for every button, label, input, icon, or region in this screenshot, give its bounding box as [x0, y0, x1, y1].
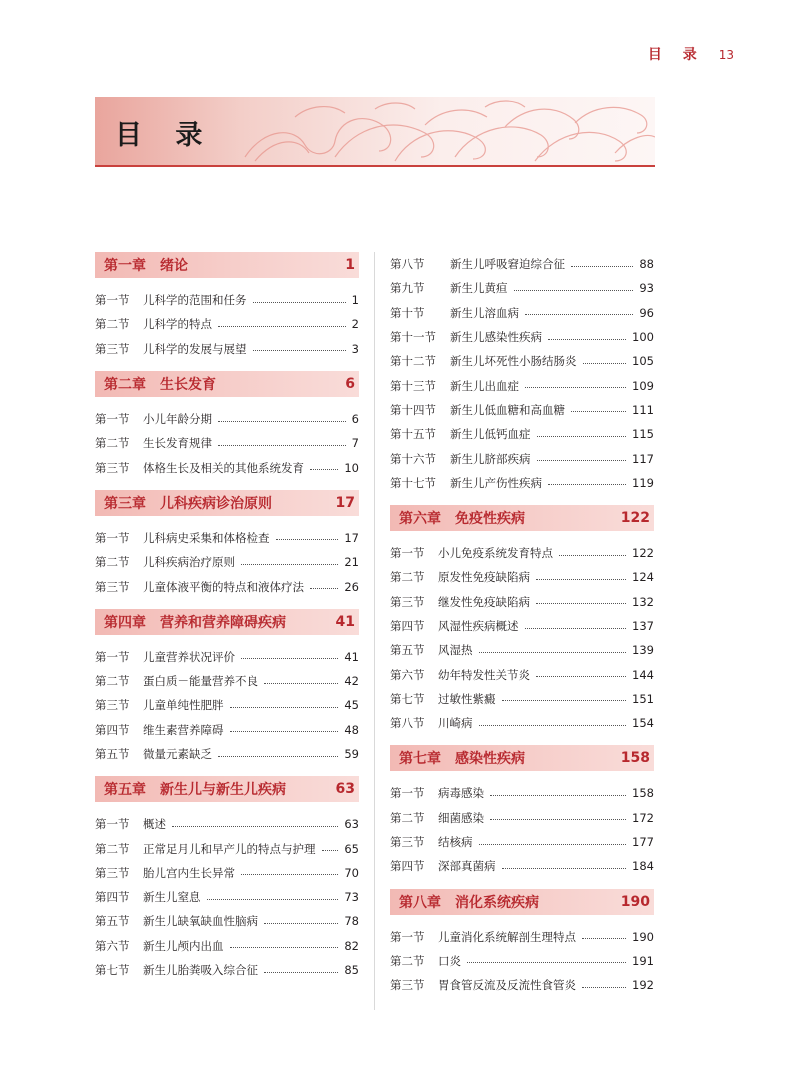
- dot-leader: [536, 603, 626, 604]
- chapter-number: 第三章: [104, 495, 146, 512]
- toc-entry[interactable]: [390, 276, 654, 300]
- section-title: 小儿免疫系统发育特点: [438, 546, 553, 561]
- section-title: 继发性免疫缺陷病: [438, 594, 530, 609]
- section-title: 原发性免疫缺陷病: [438, 570, 530, 585]
- dot-leader: [582, 987, 626, 988]
- toc-entry[interactable]: [390, 398, 654, 422]
- toc-entry[interactable]: [390, 614, 654, 638]
- toc-entry[interactable]: [390, 349, 654, 373]
- section-number: 第八节: [390, 716, 425, 731]
- toc-entry[interactable]: [390, 565, 654, 589]
- section-number: 第二节: [95, 555, 130, 570]
- section-number: 第二节: [390, 810, 425, 825]
- chapter-page: 122: [620, 509, 650, 526]
- dot-leader: [264, 683, 338, 684]
- dot-leader: [525, 387, 626, 388]
- dot-leader: [537, 460, 627, 461]
- dot-leader: [230, 707, 339, 708]
- section-number: 第四节: [95, 722, 130, 737]
- section-page: 42: [344, 674, 359, 689]
- toc-entry[interactable]: [95, 645, 359, 669]
- toc-entry[interactable]: [95, 885, 359, 909]
- dot-leader: [276, 539, 339, 540]
- toc-entry[interactable]: [390, 422, 654, 446]
- section-page: 119: [632, 475, 654, 490]
- section-title: 新生儿黄疸: [450, 281, 508, 296]
- chapter-page: 17: [335, 494, 355, 511]
- dot-leader: [479, 844, 627, 845]
- dot-leader: [241, 564, 338, 565]
- section-page: 137: [632, 619, 654, 633]
- section-page: 41: [344, 649, 359, 664]
- chapter-title: 感染性疾病: [455, 751, 525, 768]
- toc-entry[interactable]: [95, 455, 359, 479]
- section-page: 48: [344, 722, 359, 737]
- section-page: 78: [344, 914, 359, 929]
- toc-entry[interactable]: [390, 687, 654, 711]
- section-number: 第三节: [390, 835, 425, 850]
- section-page: 151: [632, 691, 654, 706]
- section-title: 细菌感染: [438, 810, 484, 825]
- section-page: 1: [351, 293, 359, 308]
- banner-rule: [95, 165, 655, 167]
- section-title: 新生儿胎粪吸入综合征: [143, 963, 258, 978]
- section-number: 第四节: [390, 859, 425, 874]
- toc-entry[interactable]: [390, 973, 654, 997]
- toc-entry[interactable]: [95, 431, 359, 455]
- dot-leader: [253, 350, 346, 351]
- toc-entry[interactable]: [95, 812, 359, 836]
- chapter-title: 免疫性疾病: [455, 510, 525, 527]
- section-page: 124: [632, 570, 654, 585]
- section-number: 第七节: [390, 691, 425, 706]
- dot-leader: [218, 756, 338, 757]
- section-number: 第三节: [390, 594, 425, 609]
- section-number: 第二节: [95, 674, 130, 689]
- section-number: 第二节: [95, 317, 130, 332]
- chapter-heading[interactable]: [95, 609, 359, 635]
- toc-entry[interactable]: [95, 693, 359, 717]
- section-title: 胃食管反流及反流性食管炎: [438, 978, 576, 993]
- section-number: 第二节: [95, 436, 130, 451]
- toc-entry[interactable]: [95, 742, 359, 766]
- dot-leader: [536, 676, 626, 677]
- section-page: 172: [632, 810, 654, 825]
- dot-leader: [571, 411, 626, 412]
- page-number: 13: [718, 48, 734, 62]
- section-page: 10: [344, 460, 359, 475]
- toc-entry[interactable]: [95, 836, 359, 860]
- dot-leader: [502, 868, 627, 869]
- dot-leader: [264, 972, 338, 973]
- section-title: 新生儿产伤性疾病: [450, 475, 542, 490]
- dot-leader: [548, 484, 626, 485]
- section-page: 17: [344, 530, 359, 545]
- section-page: 177: [632, 835, 654, 850]
- section-title: 微量元素缺乏: [143, 747, 212, 761]
- section-number: 第十四节: [390, 402, 436, 417]
- section-page: 105: [632, 354, 654, 369]
- section-number: 第十节: [390, 305, 425, 320]
- section-number: 第一节: [95, 649, 130, 664]
- section-number: 第二节: [95, 841, 130, 856]
- dot-leader: [571, 266, 633, 267]
- section-page: 190: [632, 929, 654, 944]
- section-number: 第十三节: [390, 378, 436, 393]
- toc-entry[interactable]: [390, 925, 654, 949]
- section-page: 192: [632, 978, 654, 993]
- section-number: 第五节: [95, 914, 130, 929]
- section-number: 第六节: [390, 667, 425, 682]
- toc-entry[interactable]: [390, 301, 654, 325]
- toc-entry[interactable]: [390, 830, 654, 854]
- dot-leader: [537, 436, 627, 437]
- section-page: 85: [344, 963, 359, 978]
- section-page: 100: [632, 330, 654, 345]
- section-number: 第九节: [390, 281, 425, 296]
- chapter-heading[interactable]: [95, 776, 359, 802]
- toc-entry[interactable]: [390, 541, 654, 565]
- section-number: 第三节: [95, 579, 130, 594]
- section-page: 63: [344, 817, 359, 832]
- dot-leader: [310, 469, 338, 470]
- dot-leader: [502, 700, 627, 701]
- section-page: 88: [639, 257, 654, 272]
- toc-entry[interactable]: [95, 718, 359, 742]
- dot-leader: [479, 652, 627, 653]
- section-title: 风湿性疾病概述: [438, 619, 519, 633]
- section-title: 新生儿感染性疾病: [450, 330, 542, 345]
- section-page: 184: [632, 859, 654, 874]
- running-header: [648, 44, 734, 64]
- section-title: 儿童营养状况评价: [143, 649, 235, 664]
- toc-entry[interactable]: [390, 252, 654, 276]
- section-page: 59: [344, 747, 359, 761]
- chapter-title: 新生儿与新生儿疾病: [160, 782, 286, 799]
- running-header-title: 目 录: [647, 47, 705, 63]
- section-page: 7: [351, 436, 359, 451]
- dot-leader: [230, 731, 339, 732]
- dot-leader: [536, 579, 626, 580]
- section-page: 65: [344, 841, 359, 856]
- section-title: 风湿热: [438, 643, 473, 658]
- section-page: 109: [632, 378, 654, 393]
- section-number: 第十五节: [390, 427, 436, 442]
- section-page: 132: [632, 594, 654, 609]
- section-title: 病毒感染: [438, 786, 484, 801]
- section-number: 第一节: [95, 293, 130, 308]
- section-title: 儿童消化系统解剖生理特点: [438, 929, 576, 944]
- section-title: 蛋白质－能量营养不良: [143, 674, 258, 689]
- dot-leader: [467, 962, 626, 963]
- chapter-number: 第四章: [104, 614, 146, 631]
- section-number: 第五节: [95, 747, 130, 761]
- section-title: 儿童单纯性肥胖: [143, 698, 224, 713]
- dot-leader: [218, 326, 346, 327]
- section-number: 第一节: [95, 817, 130, 832]
- toc-entry[interactable]: [95, 574, 359, 598]
- chapter-page: 158: [620, 750, 650, 767]
- chapter-heading[interactable]: [390, 745, 654, 771]
- dot-leader: [230, 947, 339, 948]
- dot-leader: [582, 938, 626, 939]
- dot-leader: [490, 819, 626, 820]
- chapter-number: 第五章: [104, 782, 146, 799]
- column-divider: [374, 252, 375, 1010]
- chapter-page: 63: [335, 781, 355, 798]
- chapter-heading[interactable]: [95, 490, 359, 516]
- section-title: 新生儿缺氧缺血性脑病: [143, 914, 258, 929]
- toc-entry[interactable]: [390, 638, 654, 662]
- section-page: 73: [344, 890, 359, 905]
- dot-leader: [253, 302, 346, 303]
- section-number: 第二节: [390, 570, 425, 585]
- section-page: 144: [632, 667, 654, 682]
- toc-entry[interactable]: [95, 288, 359, 312]
- chapter-heading[interactable]: [95, 371, 359, 397]
- chapter-page: 6: [345, 375, 355, 392]
- chapter-title: 生长发育: [160, 376, 216, 393]
- section-number: 第三节: [390, 978, 425, 993]
- section-title: 新生儿呼吸窘迫综合征: [450, 257, 565, 272]
- toc-entry[interactable]: [95, 909, 359, 933]
- section-page: 139: [632, 643, 654, 658]
- section-title: 儿科学的发展与展望: [143, 341, 247, 356]
- dot-leader: [525, 314, 633, 315]
- dot-leader: [479, 725, 627, 726]
- dot-leader: [548, 339, 626, 340]
- chapter-page: 41: [335, 613, 355, 630]
- chapter-page: 1: [345, 257, 355, 273]
- section-page: 115: [632, 427, 654, 442]
- section-page: 3: [351, 341, 359, 356]
- chapter-title: 营养和营养障碍疾病: [160, 614, 286, 631]
- dot-leader: [559, 555, 626, 556]
- section-page: 96: [639, 305, 654, 320]
- chapter-number: 第八章: [399, 894, 441, 911]
- section-number: 第一节: [95, 530, 130, 545]
- section-title: 新生儿低钙血症: [450, 427, 531, 442]
- toc-entry[interactable]: [95, 934, 359, 958]
- section-number: 第四节: [95, 890, 130, 905]
- chapter-title: 消化系统疾病: [455, 894, 539, 911]
- section-title: 新生儿出血症: [450, 378, 519, 393]
- dot-leader: [514, 290, 634, 291]
- toc-entry[interactable]: [390, 662, 654, 686]
- section-number: 第五节: [390, 643, 425, 658]
- toc-entry[interactable]: [390, 325, 654, 349]
- dot-leader: [264, 923, 338, 924]
- section-number: 第三节: [95, 698, 130, 713]
- section-number: 第七节: [95, 963, 130, 978]
- toc-title: 目 录: [115, 120, 215, 151]
- section-title: 儿科疾病治疗原则: [143, 555, 235, 570]
- toc-entry[interactable]: [95, 337, 359, 361]
- toc-entry[interactable]: [390, 781, 654, 805]
- toc-column-right: [390, 252, 654, 997]
- section-page: 117: [632, 451, 654, 466]
- dot-leader: [172, 826, 338, 827]
- section-number: 第三节: [95, 460, 130, 475]
- section-title: 川崎病: [438, 716, 473, 731]
- section-title: 深部真菌病: [438, 859, 496, 874]
- section-page: 122: [632, 546, 654, 561]
- section-number: 第四节: [390, 619, 425, 633]
- chapter-title: 儿科疾病诊治原则: [160, 495, 272, 512]
- chapter-page: 190: [620, 893, 650, 910]
- section-title: 正常足月儿和早产儿的特点与护理: [143, 841, 316, 856]
- chapter-number: 第一章: [104, 258, 146, 274]
- section-page: 45: [344, 698, 359, 713]
- section-page: 21: [344, 555, 359, 570]
- chapter-heading[interactable]: [390, 505, 654, 531]
- dot-leader: [218, 445, 346, 446]
- chapter-title: 绪论: [160, 258, 188, 274]
- dot-leader: [322, 850, 339, 851]
- chapter-number: 第七章: [399, 751, 441, 768]
- section-title: 生长发育规律: [143, 436, 212, 451]
- dot-leader: [241, 658, 338, 659]
- section-number: 第十六节: [390, 451, 436, 466]
- dot-leader: [525, 628, 627, 629]
- section-title: 过敏性紫癜: [438, 691, 496, 706]
- section-title: 儿科学的特点: [143, 317, 212, 332]
- chapter-number: 第二章: [104, 376, 146, 393]
- section-page: 70: [344, 865, 359, 880]
- toc-entry[interactable]: [390, 806, 654, 830]
- section-page: 191: [632, 953, 654, 968]
- toc-entry[interactable]: [390, 373, 654, 397]
- toc-entry[interactable]: [390, 471, 654, 495]
- section-title: 新生儿颅内出血: [143, 938, 224, 953]
- dot-leader: [241, 874, 338, 875]
- section-number: 第一节: [390, 929, 425, 944]
- toc-column-left: [95, 252, 359, 982]
- toc-entry[interactable]: [95, 669, 359, 693]
- section-page: 26: [344, 579, 359, 594]
- dot-leader: [490, 795, 626, 796]
- section-title: 结核病: [438, 835, 473, 850]
- section-title: 新生儿窒息: [143, 890, 201, 905]
- section-number: 第十二节: [390, 354, 436, 369]
- toc-entry[interactable]: [390, 590, 654, 614]
- section-title: 儿童体液平衡的特点和液体疗法: [143, 579, 304, 594]
- dot-leader: [310, 588, 338, 589]
- section-title: 新生儿坏死性小肠结肠炎: [450, 354, 577, 369]
- toc-entry[interactable]: [95, 550, 359, 574]
- toc-entry[interactable]: [390, 446, 654, 470]
- toc-entry[interactable]: [390, 854, 654, 878]
- section-title: 新生儿溶血病: [450, 305, 519, 320]
- section-page: 158: [632, 786, 654, 801]
- section-number: 第十七节: [390, 475, 436, 490]
- toc-entry[interactable]: [95, 861, 359, 885]
- dot-leader: [218, 421, 346, 422]
- chapter-heading[interactable]: [95, 252, 359, 278]
- section-page: 93: [639, 281, 654, 296]
- section-title: 新生儿脐部疾病: [450, 451, 531, 466]
- section-title: 体格生长及相关的其他系统发育: [143, 460, 304, 475]
- dot-leader: [583, 363, 627, 364]
- section-title: 新生儿低血糖和高血糖: [450, 402, 565, 417]
- toc-entry[interactable]: [95, 526, 359, 550]
- section-page: 6: [351, 412, 359, 427]
- section-page: 111: [632, 402, 654, 417]
- toc-entry[interactable]: [95, 312, 359, 336]
- section-number: 第六节: [95, 938, 130, 953]
- section-number: 第二节: [390, 953, 425, 968]
- dot-leader: [207, 899, 339, 900]
- section-page: 82: [344, 938, 359, 953]
- section-number: 第一节: [95, 412, 130, 427]
- section-number: 第三节: [95, 865, 130, 880]
- section-number: 第一节: [390, 786, 425, 801]
- section-title: 小儿年龄分期: [143, 412, 212, 427]
- section-title: 幼年特发性关节炎: [438, 667, 530, 682]
- chapter-heading[interactable]: [390, 889, 654, 915]
- section-title: 儿科病史采集和体格检查: [143, 530, 270, 545]
- section-number: 第十一节: [390, 330, 436, 345]
- section-page: 154: [632, 716, 654, 731]
- chapter-number: 第六章: [399, 510, 441, 527]
- toc-entry[interactable]: [390, 711, 654, 735]
- section-title: 维生素营养障碍: [143, 722, 224, 737]
- toc-entry[interactable]: [95, 958, 359, 982]
- section-page: 2: [351, 317, 359, 332]
- section-title: 儿科学的范围和任务: [143, 293, 247, 308]
- toc-entry[interactable]: [390, 949, 654, 973]
- section-number: 第八节: [390, 257, 425, 272]
- section-number: 第三节: [95, 341, 130, 356]
- toc-entry[interactable]: [95, 407, 359, 431]
- section-title: 概述: [143, 817, 166, 832]
- section-number: 第一节: [390, 546, 425, 561]
- toc-banner: [95, 97, 655, 165]
- section-title: 口炎: [438, 953, 461, 968]
- section-title: 胎儿宫内生长异常: [143, 865, 235, 880]
